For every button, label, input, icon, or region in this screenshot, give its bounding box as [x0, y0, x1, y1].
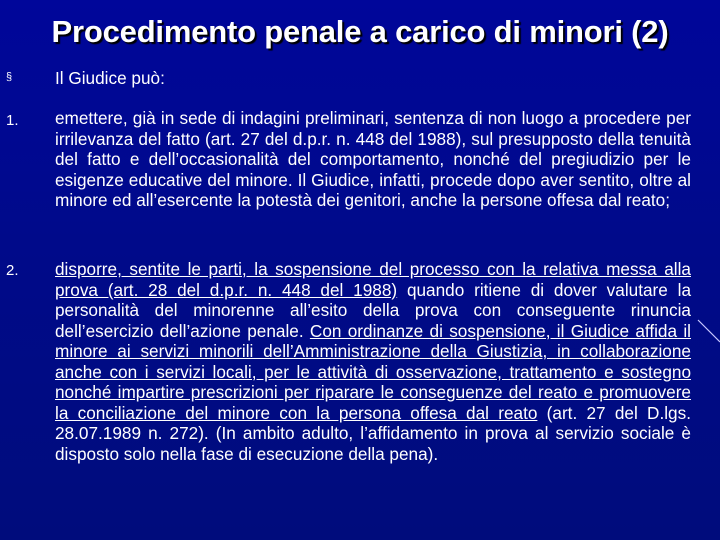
list-number-1: 1. — [6, 112, 19, 129]
list-item-1-text: emettere, già in sede di indagini preliminari, sentenza di non luogo a procedere per irrilevanza del fatto (art. 27 del d.p.r. n. 448 del 1988), sul presupposto della tenuità del fatto e dell’occasionalità del comportamento, nonché del pregiudizio per le esigenze educative del minore. Il Giudice, infatti, procede dopo aver sentito, oltre al minore ed all’esercente la potestà dei genitori, anche la persone offesa dal reato; — [55, 108, 691, 210]
intro-text: Il Giudice può: — [55, 68, 165, 88]
list-item-2-underlined-part-1: disporre, sentite le parti, la sospensione del processo con la relativa messa alla prova (art. 28 del d.p.r. n. 448 del 1988) — [55, 259, 691, 300]
decorative-line — [696, 318, 720, 344]
slide-title: Procedimento penale a carico di minori (2) — [51, 14, 669, 49]
list-number-2: 2. — [6, 262, 19, 279]
list-item-2-plain-part-2: (art. 27 del D.lgs. 28.07.1989 n. 272). (In ambito adulto, l’affidamento in prova al servizio sociale è disposto solo nella fase di esecuzione della pena). — [55, 402, 691, 464]
list-item-2-underlined-part-2: Con ordinanze di sospensione, il Giudice affida il minore ai servizi minorili dell’Amministrazione della Giustizia, in collaborazione anche con i servizi locali, per le attività di osservazione, trattamento e sostegno nonché impartire prescrizioni per riparare le conseguenze del reato e promuovere la conciliazione del minore con la persona offesa dal reato — [55, 320, 691, 423]
list-item-2-plain-part-1: quando ritiene di dover valutare la personalità del minorenne all’esito della prova con conseguente rinuncia dell’esercizio dell’azione penale. — [55, 279, 692, 341]
list-item-2-text — [55, 259, 691, 464]
bullet-marker: § — [6, 71, 13, 83]
